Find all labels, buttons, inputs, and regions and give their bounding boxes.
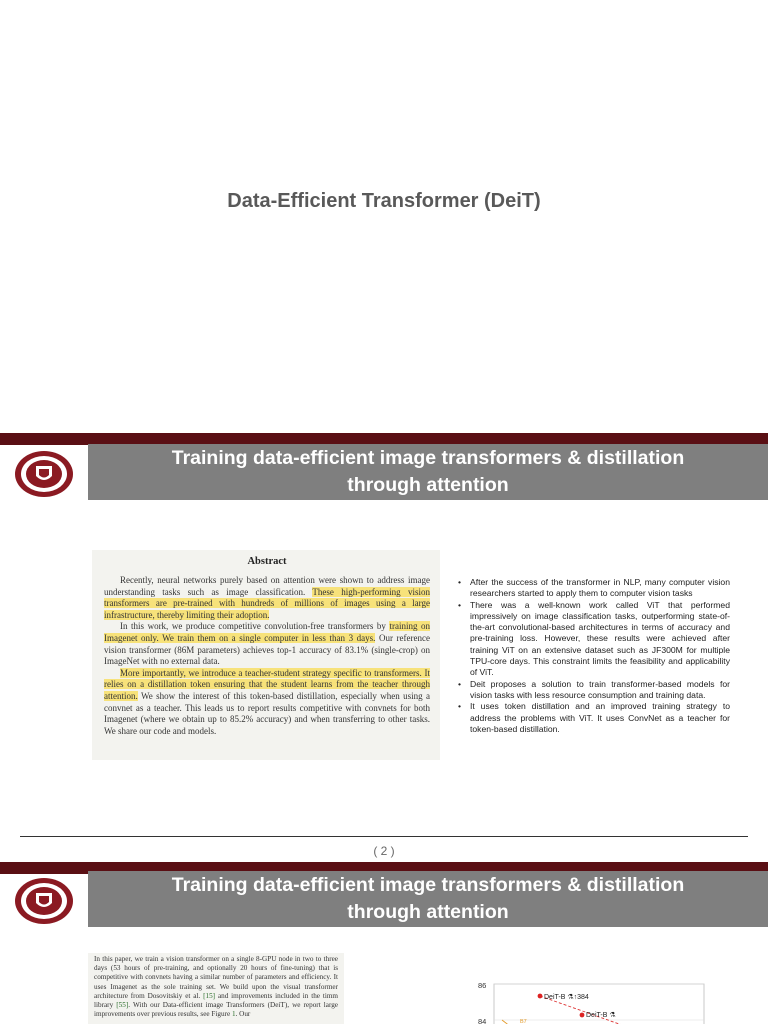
- accuracy-chart: [470, 978, 710, 1024]
- slide-title: Data-Efficient Transformer (DeiT): [227, 190, 541, 212]
- bullet-item: • Deit proposes a solution to train transformer-based models for vision tasks with less resource consumption and training data.: [458, 679, 730, 702]
- citation-link: [15]: [203, 991, 216, 1000]
- university-seal-icon: [14, 877, 74, 925]
- bullet-item: • It uses token distillation and an improved training strategy to address the problems with ViT. It uses ConvNet as a teacher for token-based distillation.: [458, 701, 730, 735]
- abstract-text: Our reference vision transformer (86M parameters) achieves top-1 accuracy of 83.1% (single-crop) on ImageNet with no external data.: [104, 632, 431, 667]
- slide-header-title: Training data-efficient image transformers & distillation through attention: [88, 444, 768, 500]
- y-tick-label: 86: [478, 981, 487, 990]
- data-label: B7: [520, 1019, 527, 1024]
- abstract-highlight: training on Imagenet only. We train them on a single computer in less than 3 days.: [104, 621, 430, 643]
- abstract-paragraph: [104, 668, 430, 738]
- summary-bullets: [458, 577, 730, 735]
- abstract-paragraph: [104, 621, 430, 667]
- series-line: [502, 1020, 515, 1024]
- paper-text: and improvements included in the timm library: [94, 991, 339, 1010]
- paper-text: . Our: [235, 1010, 251, 1019]
- data-point: [580, 1013, 585, 1018]
- data-point: [538, 994, 543, 999]
- page-divider: [20, 836, 748, 837]
- page-number: ( 2 ): [373, 844, 395, 858]
- slide-header-title: Training data-efficient image transformers & distillation through attention: [88, 871, 768, 927]
- slide-header: [0, 871, 768, 927]
- bullet-item: • After the success of the transformer in NLP, many computer vision researchers started to apply them to computer vision tasks: [458, 577, 730, 600]
- y-tick-label: 84: [478, 1017, 487, 1024]
- abstract-highlight: More importantly, we introduce a teacher-student strategy specific to transformers. It relies on a distillation token ensuring that the student learns from the teacher through attention.: [104, 667, 430, 701]
- citation-link: [55]: [116, 1001, 129, 1010]
- title-slide: [0, 0, 768, 432]
- abstract-excerpt: [92, 550, 440, 760]
- abstract-text: Recently, neural networks purely based on attention were shown to address image understanding tasks such as image classification.: [104, 575, 430, 597]
- abstract-heading: Abstract: [247, 556, 287, 567]
- bullet-item: • There was a well-known work called ViT that performed impressively on image classification tasks, outperforming state-of-the-art convolutional-based architectures in terms of accuracy and pre-training loss. However, these results were achieved after training ViT on an extensive dataset such as JF300M for multiple TPU-core days. This constraint limits the feasibility and applicability of ViT.: [458, 600, 730, 679]
- citation-link: 1: [231, 1010, 236, 1019]
- data-label: DeiT-B ⚗: [586, 1012, 616, 1019]
- abstract-text: In this work, we produce competitive convolution-free transformers by: [120, 621, 386, 632]
- abstract-paragraph: [104, 575, 430, 621]
- paper-text: . With our Data-efficient image Transformers (DeiT), we report large improvements over previous results, see Figure: [94, 1001, 338, 1019]
- data-label: DeiT-B ⚗↑384: [544, 994, 589, 1001]
- university-seal-icon: [14, 450, 74, 498]
- slide-header: [0, 444, 768, 500]
- paper-text: In this paper, we train a vision transformer on a single 8-GPU node in two to three days (53 hours of pre-training, and optionally 20 hours of fine-tuning) that is competitive with convnets having a similar number of parameters and efficiency. It uses Imagenet as the sole training set. We build upon the visual transformer architecture from Dosovitskiy et al.: [94, 955, 338, 1000]
- abstract-highlight: These high-performing vision transformers are pre-trained with hundreds of millions of images using a large infrastructure, thereby limiting their adoption.: [104, 586, 430, 620]
- abstract-text: We show the interest of this token-based distillation, especially when using a convnet as a teacher. This leads us to report results competitive with convnets for both Imagenet (where we obtain up to 85.2% accuracy) and when transferring to other tasks. We share our code and models.: [104, 690, 431, 736]
- paper-excerpt: [88, 953, 344, 1024]
